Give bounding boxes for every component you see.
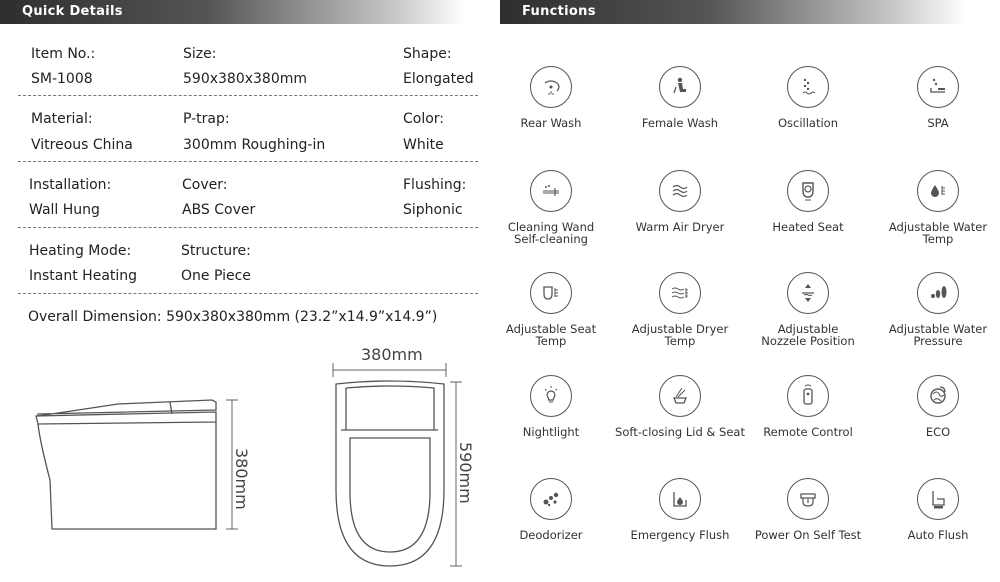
function-item — [615, 478, 745, 541]
detail-value: ABS Cover — [182, 202, 256, 218]
detail-value: 590x380x380mm — [183, 71, 308, 87]
detail-value: 300mm Roughing-in — [183, 137, 326, 153]
function-label: Female Wash — [641, 116, 719, 130]
functions-title: Functions — [522, 4, 596, 19]
function-label: Auto Flush — [907, 528, 969, 542]
auto-flush-icon — [917, 478, 959, 520]
function-label: Adjustable Dryer Temp — [631, 322, 729, 348]
function-label: Adjustable Nozzele Position — [761, 322, 855, 348]
details-row-3 — [18, 162, 478, 228]
rear-wash-icon — [530, 66, 572, 108]
toilet-top-view — [336, 381, 444, 566]
length-dimension-label: 590mm — [456, 442, 475, 504]
function-label: ECO — [925, 425, 951, 439]
function-label: Cleaning Wand Self-cleaning — [507, 220, 595, 246]
emergency-flush-icon — [659, 478, 701, 520]
water-pressure-icon — [917, 272, 959, 314]
function-item — [486, 170, 616, 245]
details-row-4 — [18, 228, 478, 294]
functions-header — [500, 0, 965, 24]
spa-icon — [917, 66, 959, 108]
function-item — [743, 478, 873, 541]
function-item — [615, 66, 745, 129]
toilet-side-view — [36, 400, 216, 529]
detail-value: One Piece — [181, 268, 251, 284]
toilet-drawings — [0, 330, 490, 582]
detail-value: White — [403, 137, 444, 153]
function-item — [743, 272, 873, 347]
details-row-1 — [18, 30, 478, 96]
function-label: Nightlight — [522, 425, 580, 439]
detail-value: Wall Hung — [29, 202, 100, 218]
detail-label: Installation: — [29, 177, 112, 193]
detail-value: Siphonic — [403, 202, 463, 218]
function-item — [615, 170, 745, 233]
function-label: Deodorizer — [519, 528, 583, 542]
function-item — [486, 66, 616, 129]
detail-label: Flushing: — [403, 177, 467, 193]
quick-details-header — [0, 0, 465, 24]
function-item — [743, 375, 873, 438]
function-item — [873, 478, 1000, 541]
function-label: Adjustable Seat Temp — [505, 322, 597, 348]
function-label: Adjustable Water Pressure — [888, 322, 988, 348]
female-wash-icon — [659, 66, 701, 108]
detail-value: Vitreous China — [31, 137, 133, 153]
width-dimension-line — [333, 363, 446, 377]
function-item — [615, 272, 745, 347]
detail-label: Item No.: — [31, 46, 96, 62]
function-item — [743, 66, 873, 129]
function-item — [486, 375, 616, 438]
detail-label: Material: — [31, 111, 93, 127]
function-item — [486, 478, 616, 541]
function-item — [486, 272, 616, 347]
nightlight-icon — [530, 375, 572, 417]
overall-dimension: Overall Dimension: 590x380x380mm (23.2”x14.9”x14.9”) — [28, 309, 438, 325]
detail-value: SM-1008 — [31, 71, 93, 87]
function-item — [743, 170, 873, 233]
function-label: Emergency Flush — [630, 528, 730, 542]
detail-label: Structure: — [181, 243, 251, 259]
detail-label: P-trap: — [183, 111, 230, 127]
detail-label: Cover: — [182, 177, 228, 193]
remote-control-icon — [787, 375, 829, 417]
function-item — [873, 66, 1000, 129]
soft-closing-icon — [659, 375, 701, 417]
function-label: Remote Control — [763, 425, 853, 439]
function-item — [873, 272, 1000, 347]
nozzle-position-icon — [787, 272, 829, 314]
quick-details-title: Quick Details — [22, 4, 123, 19]
detail-label: Size: — [183, 46, 217, 62]
function-label: Power On Self Test — [754, 528, 862, 542]
detail-label: Color: — [403, 111, 445, 127]
width-dimension-label: 380mm — [361, 345, 423, 364]
detail-value: Elongated — [403, 71, 474, 87]
function-item — [615, 375, 745, 438]
function-label: Warm Air Dryer — [635, 220, 725, 234]
details-row-2 — [18, 96, 478, 162]
function-item — [873, 375, 1000, 438]
warm-air-icon — [659, 170, 701, 212]
detail-label: Shape: — [403, 46, 452, 62]
heated-seat-icon — [787, 170, 829, 212]
dryer-temp-icon — [659, 272, 701, 314]
cleaning-wand-icon — [530, 170, 572, 212]
self-test-icon — [787, 478, 829, 520]
deodorizer-icon — [530, 478, 572, 520]
detail-value: Instant Heating — [29, 268, 138, 284]
function-label: Rear Wash — [520, 116, 582, 130]
eco-icon — [917, 375, 959, 417]
function-label: Adjustable Water Temp — [888, 220, 988, 246]
function-label: Oscillation — [777, 116, 839, 130]
dashed-divider — [18, 293, 478, 294]
function-label: Soft-closing Lid & Seat — [615, 425, 745, 439]
seat-temp-icon — [530, 272, 572, 314]
detail-label: Heating Mode: — [29, 243, 132, 259]
water-temp-icon — [917, 170, 959, 212]
oscillation-icon — [787, 66, 829, 108]
function-item — [873, 170, 1000, 245]
function-label: Heated Seat — [772, 220, 844, 234]
function-label: SPA — [927, 116, 949, 130]
height-dimension-label: 380mm — [232, 448, 251, 510]
